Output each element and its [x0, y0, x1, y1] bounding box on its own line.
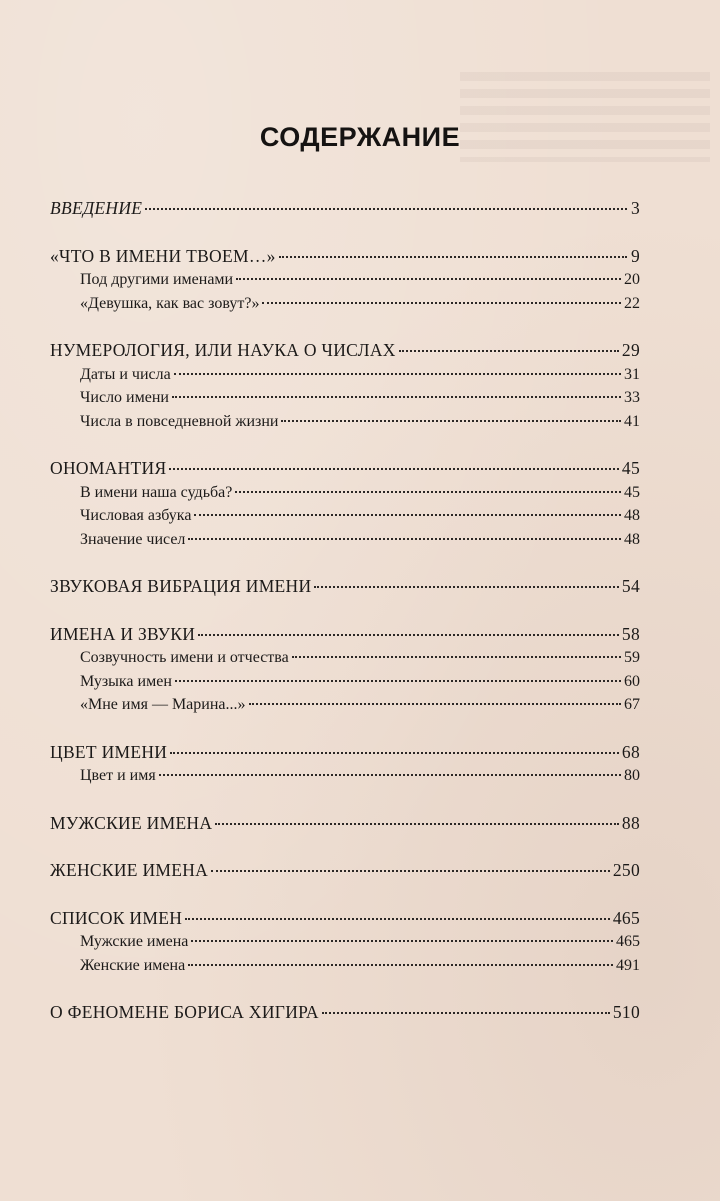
toc-entry-label: ОНОМАНТИЯ: [50, 458, 167, 478]
toc-page-number: 465: [612, 907, 640, 928]
toc-page-number: 22: [624, 294, 640, 312]
dot-leader: [292, 656, 621, 658]
dot-leader: [249, 703, 622, 705]
toc-page-number: 88: [621, 812, 640, 833]
toc-entry-label: Созвучность имени и отчества: [80, 649, 289, 666]
dot-leader: [211, 870, 610, 872]
dot-leader: [174, 373, 621, 375]
toc-entry-label: Число имени: [80, 389, 169, 406]
toc-entry-label: МУЖСКИЕ ИМЕНА: [50, 812, 213, 833]
toc-page-number: 58: [621, 623, 640, 644]
dot-leader: [236, 278, 621, 280]
toc-entry-label: НУМЕРОЛОГИЯ, ИЛИ НАУКА О ЧИСЛАХ: [50, 340, 396, 360]
toc-subsection-entry: [50, 386, 640, 410]
toc-entry-label: СПИСОК ИМЕН: [50, 907, 183, 928]
toc-section-entry: [50, 623, 640, 647]
dot-leader: [322, 1012, 610, 1014]
dot-leader: [159, 774, 621, 776]
toc-page-number: 60: [624, 672, 640, 690]
toc-entry-label: Под другими именами: [80, 271, 234, 288]
toc-page-number: 67: [624, 696, 640, 713]
dot-leader: [188, 538, 621, 540]
toc-subsection-entry: [50, 930, 640, 954]
toc-section-entry: [50, 245, 640, 269]
dot-leader: [194, 514, 621, 516]
toc-entry-label: Числовая азбука: [80, 507, 192, 524]
toc-section-entry: [50, 575, 640, 599]
toc-page-number: 48: [624, 507, 640, 524]
dot-leader: [279, 256, 627, 258]
dot-leader: [281, 420, 621, 422]
toc-entry-label: ЗВУКОВАЯ ВИБРАЦИЯ ИМЕНИ: [50, 576, 312, 596]
toc-entry-label: ЦВЕТ ИМЕНИ: [50, 741, 168, 762]
dot-leader: [169, 468, 618, 470]
section-spacer: [50, 977, 640, 1001]
toc-entry-label: Числа в повседневной жизни: [80, 412, 279, 430]
toc-subsection-entry: [50, 764, 640, 788]
toc-page-number: 33: [624, 389, 640, 406]
toc-entry-label: Женские имена: [80, 956, 186, 974]
toc-subsection-entry: [50, 693, 640, 717]
toc-entry-label: «Мне имя — Марина...»: [80, 696, 246, 713]
toc-entry-label: ИМЕНА И ЗВУКИ: [50, 623, 196, 644]
toc-page-number: 31: [624, 365, 640, 383]
toc-page-number: 3: [630, 198, 640, 218]
toc-section-entry: [50, 197, 640, 221]
toc-section-entry: [50, 812, 640, 836]
toc-entry-label: «Девушка, как вас зовут?»: [80, 294, 260, 312]
toc-section-entry: [50, 859, 640, 883]
section-spacer: [50, 599, 640, 623]
section-spacer: [50, 315, 640, 339]
page-title: СОДЕРЖАНИЕ: [259, 122, 461, 152]
section-spacer: [50, 883, 640, 907]
dot-leader: [185, 918, 610, 920]
toc-page-number: 9: [630, 245, 640, 266]
toc-section-entry: [50, 1001, 640, 1025]
section-spacer: [50, 835, 640, 859]
toc-page-number: 45: [621, 458, 640, 478]
toc-entry-label: ВВЕДЕНИЕ: [50, 198, 143, 218]
section-spacer: [50, 433, 640, 457]
dot-leader: [215, 823, 619, 825]
toc-subsection-entry: [50, 528, 640, 552]
toc-subsection-entry: [50, 504, 640, 528]
toc-page-number: 510: [612, 1002, 640, 1022]
toc-entry-label: Музыка имен: [80, 672, 172, 690]
toc-entry-label: Даты и числа: [80, 365, 171, 383]
toc-page-number: 491: [616, 956, 640, 974]
dot-leader: [314, 586, 618, 588]
toc-section-entry: [50, 741, 640, 765]
toc-entry-label: Значение чисел: [80, 530, 186, 548]
dot-leader: [188, 964, 613, 966]
toc-section-entry: [50, 339, 640, 363]
dot-leader: [262, 302, 621, 304]
toc-subsection-entry: [50, 292, 640, 316]
dot-leader: [145, 208, 627, 210]
toc-page-number: 54: [621, 576, 640, 596]
dot-leader: [172, 396, 621, 398]
toc-page-number: 20: [624, 271, 640, 288]
toc-entry-label: Цвет и имя: [80, 767, 156, 784]
toc-entry-label: «ЧТО В ИМЕНИ ТВОЕМ…»: [50, 245, 276, 266]
section-spacer: [50, 551, 640, 575]
toc-page-number: 250: [612, 860, 640, 880]
toc-entry-label: ЖЕНСКИЕ ИМЕНА: [50, 860, 209, 880]
toc-entry-label: Мужские имена: [80, 933, 189, 950]
toc-section-entry: [50, 907, 640, 931]
toc-page-number: 68: [621, 741, 640, 762]
toc-page-number: 465: [616, 933, 640, 950]
toc-subsection-entry: [50, 410, 640, 434]
toc-subsection-entry: [50, 954, 640, 978]
toc-subsection-entry: [50, 363, 640, 387]
table-of-contents: [50, 197, 640, 1025]
toc-entry-label: О ФЕНОМЕНЕ БОРИСА ХИГИРА: [50, 1002, 319, 1022]
toc-entry-label: В имени наша судьба?: [80, 483, 233, 501]
dot-leader: [399, 350, 619, 352]
toc-page-number: 45: [624, 483, 640, 501]
toc-page-number: 80: [624, 767, 640, 784]
toc-subsection-entry: [50, 268, 640, 292]
dot-leader: [191, 940, 613, 942]
toc-page-number: 48: [624, 530, 640, 548]
toc-subsection-entry: [50, 481, 640, 505]
toc-subsection-entry: [50, 646, 640, 670]
dot-leader: [175, 680, 621, 682]
toc-page-number: 41: [624, 412, 640, 430]
section-spacer: [50, 717, 640, 741]
dot-leader: [198, 634, 619, 636]
dot-leader: [170, 752, 619, 754]
toc-section-entry: [50, 457, 640, 481]
section-spacer: [50, 788, 640, 812]
section-spacer: [50, 221, 640, 245]
toc-page-number: 29: [621, 340, 640, 360]
toc-page-number: 59: [624, 649, 640, 666]
toc-subsection-entry: [50, 670, 640, 694]
dot-leader: [235, 491, 621, 493]
